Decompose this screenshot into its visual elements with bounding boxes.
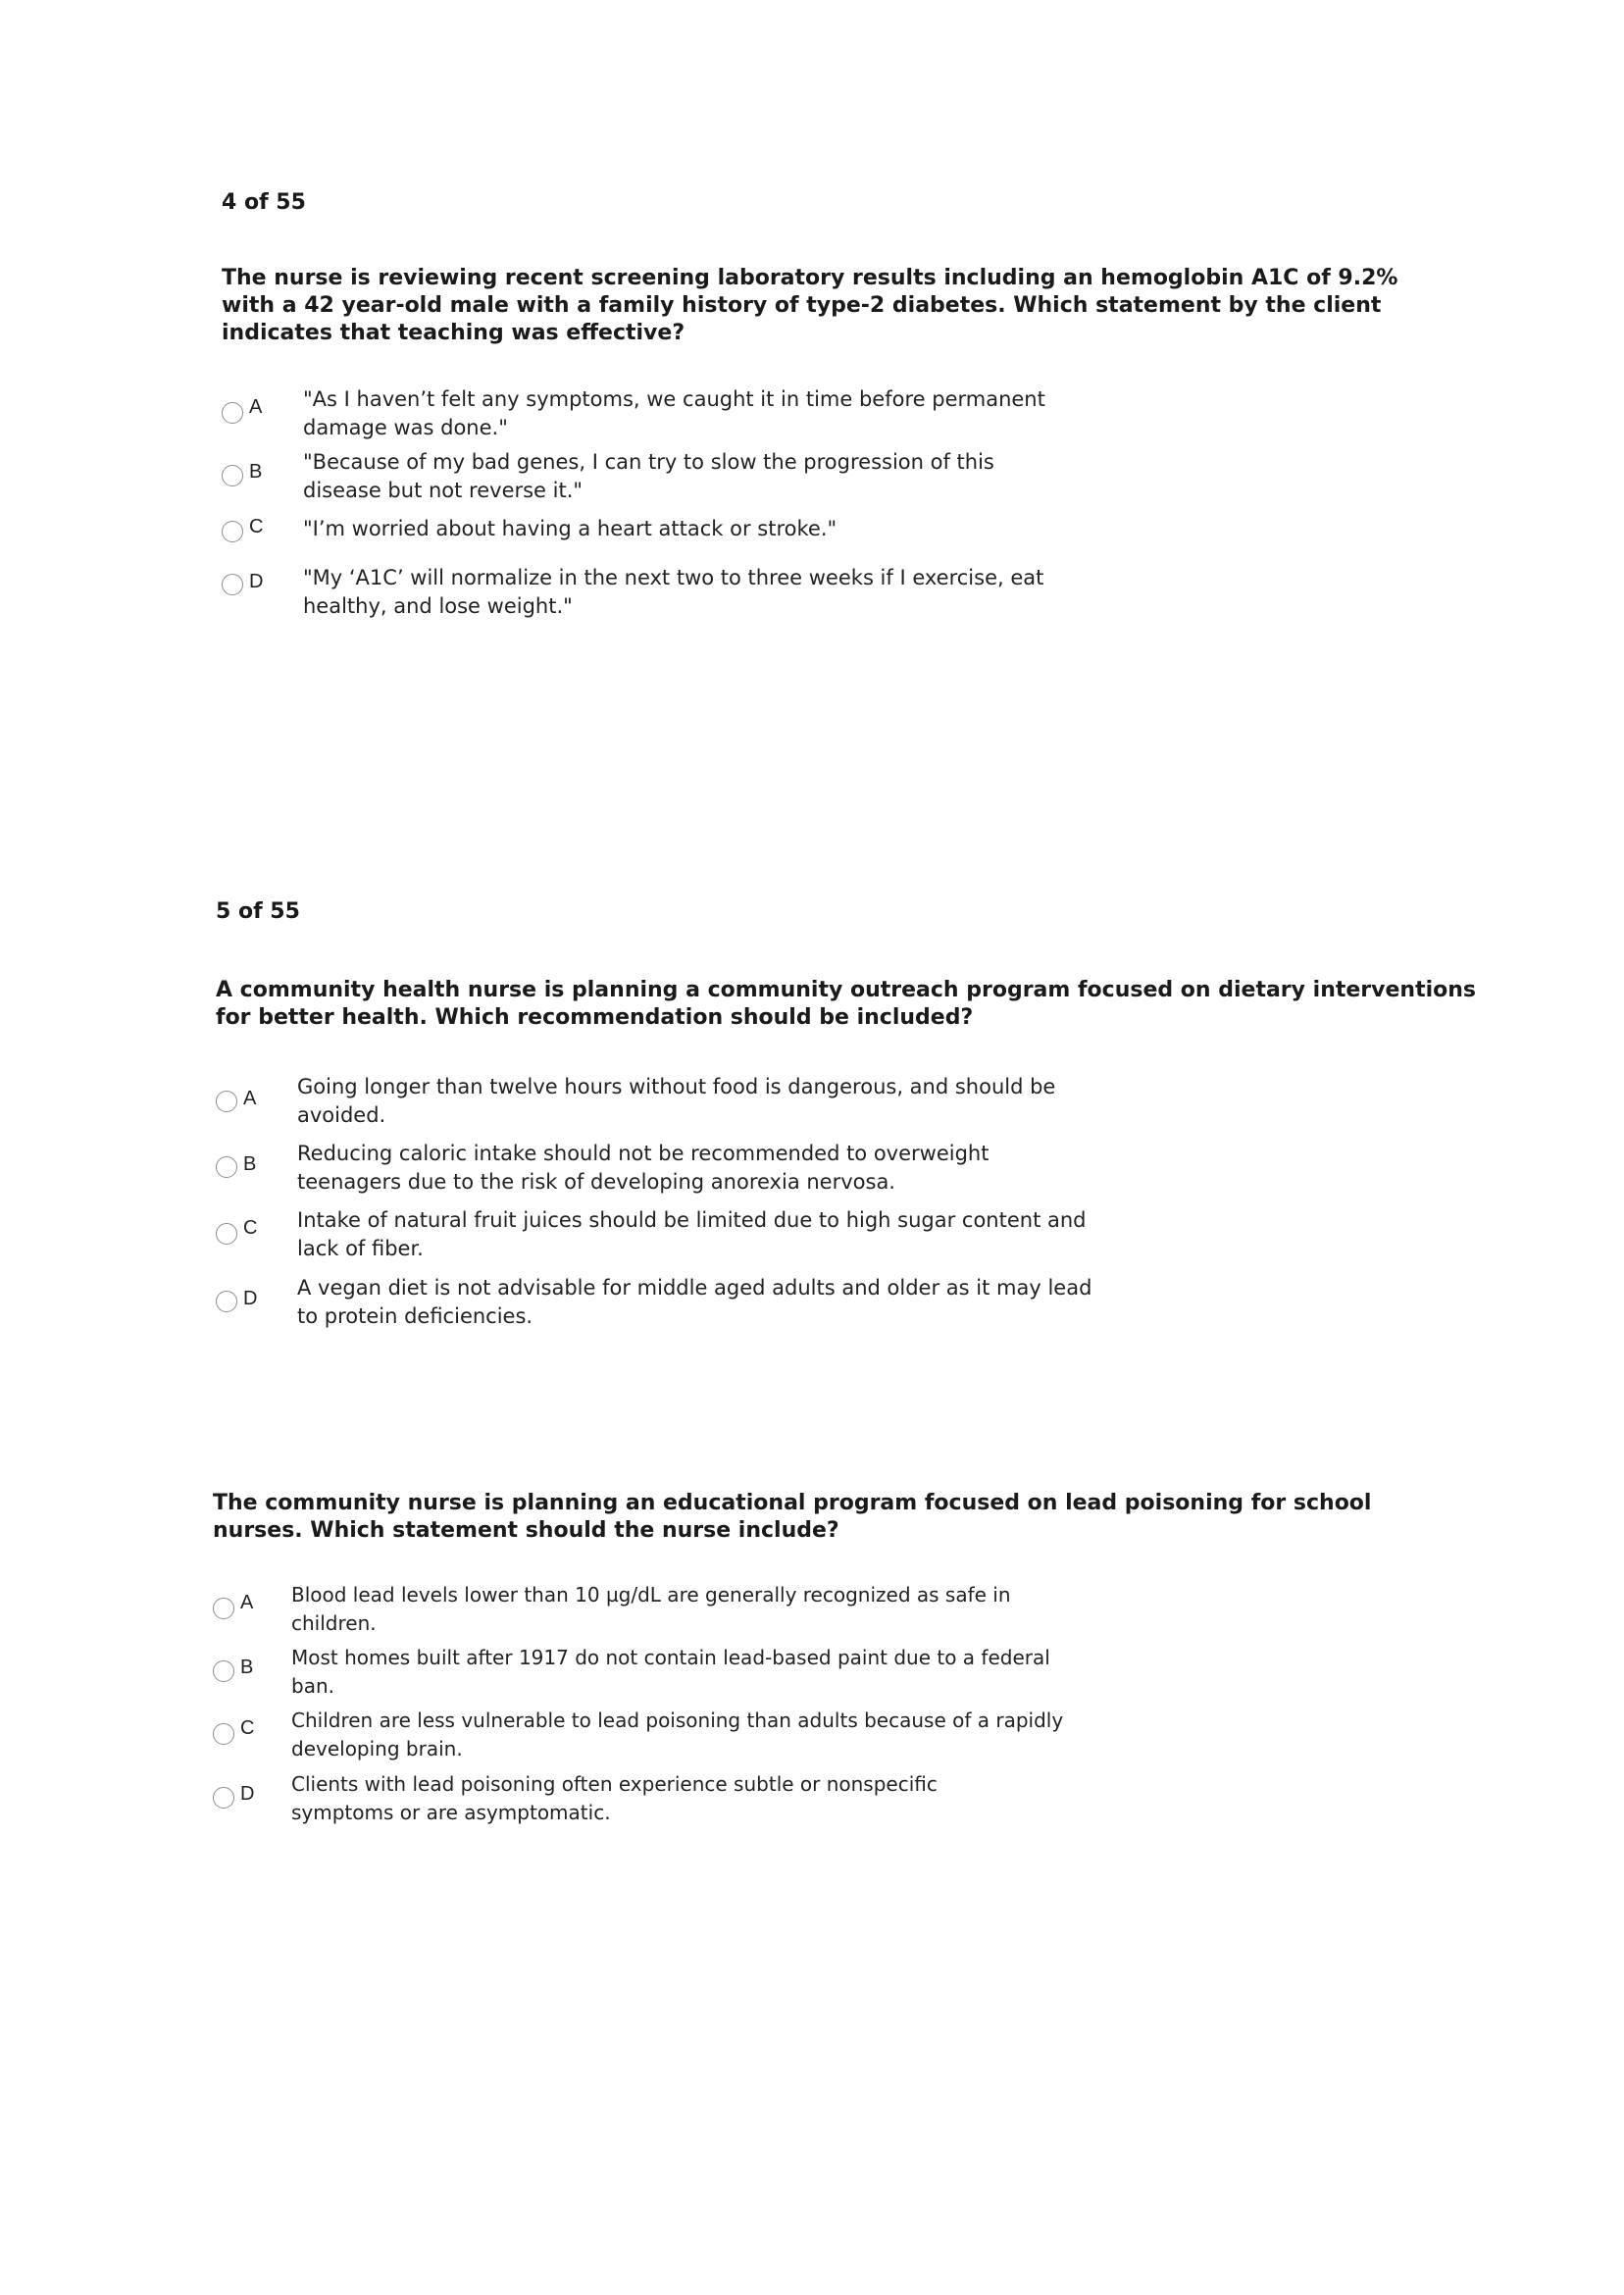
option-letter: D	[243, 1288, 258, 1309]
radio-button[interactable]	[213, 1598, 234, 1619]
radio-button[interactable]	[222, 521, 243, 542]
option-letter: A	[249, 396, 263, 418]
question-counter: 5 of 55	[216, 899, 300, 924]
option-d[interactable]	[213, 1770, 1193, 1829]
question-stem: The nurse is reviewing recent screening laboratory results including an hemoglobin A1C of 9.2% with a 42 year-old male with a family history of type-2 diabetes. Which statement by the client indicates that teaching was effective?	[222, 266, 1398, 345]
option-a[interactable]	[216, 1073, 1196, 1132]
option-letter: A	[243, 1088, 257, 1109]
option-text: Most homes built after 1917 do not contain lead-based paint due to a federal ban.	[291, 1646, 1050, 1698]
option-b[interactable]	[216, 1140, 1196, 1198]
option-b[interactable]	[222, 448, 1202, 507]
radio-button[interactable]	[216, 1291, 237, 1312]
option-text: Intake of natural fruit juices should be limited due to high sugar content and lack of fiber.	[297, 1208, 1087, 1260]
option-text: Children are less vulnerable to lead poisoning than adults because of a rapidly developing brain.	[291, 1708, 1064, 1760]
radio-button[interactable]	[216, 1156, 237, 1178]
option-text: "I’m worried about having a heart attack or stroke."	[303, 517, 837, 540]
option-letter: C	[249, 516, 264, 537]
option-letter: A	[240, 1592, 254, 1613]
option-text: Reducing caloric intake should not be recommended to overweight teenagers due to the risk of developing anorexia nervosa.	[297, 1142, 990, 1194]
radio-button[interactable]	[213, 1787, 234, 1809]
option-b[interactable]	[213, 1644, 1193, 1703]
option-a[interactable]	[213, 1581, 1193, 1640]
option-text: Going longer than twelve hours without food is dangerous, and should be avoided.	[297, 1075, 1056, 1127]
radio-button[interactable]	[216, 1223, 237, 1245]
option-letter: B	[249, 461, 263, 483]
option-text: Blood lead levels lower than 10 µg/dL are generally recognized as safe in children.	[291, 1583, 1011, 1635]
option-letter: B	[240, 1657, 254, 1678]
option-d[interactable]	[216, 1274, 1196, 1333]
option-c[interactable]	[213, 1707, 1193, 1765]
radio-button[interactable]	[222, 402, 243, 424]
option-a[interactable]	[222, 385, 1202, 444]
option-text: "Because of my bad genes, I can try to slow the progression of this disease but not reverse it."	[303, 450, 994, 502]
option-letter: B	[243, 1153, 257, 1175]
option-text: A vegan diet is not advisable for middle aged adults and older as it may lead to protein deficiencies.	[297, 1276, 1092, 1328]
radio-button[interactable]	[222, 465, 243, 486]
radio-button[interactable]	[222, 574, 243, 595]
radio-button[interactable]	[213, 1723, 234, 1745]
question-stem: A community health nurse is planning a community outreach program focused on dietary interventions for better health. Which recommendation should be included?	[216, 978, 1477, 1030]
radio-button[interactable]	[213, 1660, 234, 1682]
option-c[interactable]	[216, 1206, 1196, 1265]
option-letter: C	[240, 1717, 255, 1739]
option-c[interactable]	[222, 515, 1202, 550]
radio-button[interactable]	[216, 1091, 237, 1112]
option-text: "My ‘A1C’ will normalize in the next two to three weeks if I exercise, eat healthy, and lose weight."	[303, 566, 1044, 618]
option-letter: D	[249, 571, 264, 592]
option-text: Clients with lead poisoning often experience subtle or nonspecific symptoms or are asymptomatic.	[291, 1772, 938, 1824]
option-d[interactable]	[222, 564, 1202, 623]
option-letter: D	[240, 1783, 255, 1805]
question-stem: The community nurse is planning an educational program focused on lead poisoning for school nurses. Which statement should the nurse include?	[213, 1491, 1372, 1543]
question-counter: 4 of 55	[222, 190, 306, 215]
option-text: "As I haven’t felt any symptoms, we caught it in time before permanent damage was done."	[303, 387, 1045, 439]
option-letter: C	[243, 1217, 258, 1239]
